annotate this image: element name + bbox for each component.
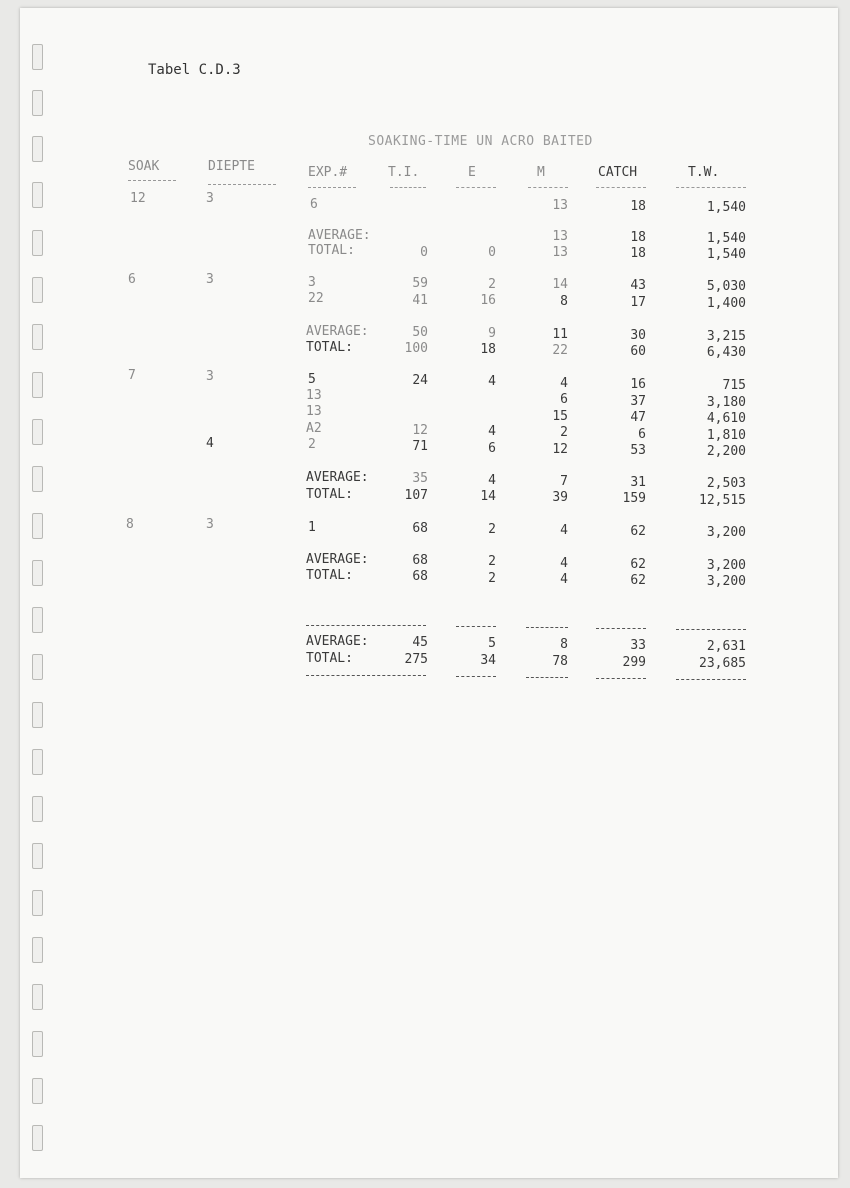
cell-ti: 41 <box>412 293 428 308</box>
cell-tw: 1,810 <box>706 428 746 443</box>
group-diepte: 4 <box>206 436 214 451</box>
cell-m: 15 <box>552 409 568 424</box>
cell-exp: 2 <box>308 437 316 452</box>
cell-tw: 6,430 <box>706 345 746 360</box>
cell-m: 2 <box>560 425 568 440</box>
header-exp: EXP.# <box>308 165 348 180</box>
cell-exp: 6 <box>310 197 318 212</box>
total-label: TOTAL: <box>306 568 353 583</box>
group-diepte: 3 <box>206 191 214 206</box>
cell-m: 14 <box>552 277 568 292</box>
cell-catch: 299 <box>622 655 646 670</box>
cell-tw: 5,030 <box>706 279 746 294</box>
separator-line <box>676 629 746 630</box>
binder-hole <box>32 136 43 162</box>
cell-m: 6 <box>560 392 568 407</box>
cell-e: 2 <box>488 571 496 586</box>
binder-hole <box>32 1078 43 1104</box>
cell-m: 78 <box>552 654 568 669</box>
cell-m: 8 <box>560 637 568 652</box>
paper-sheet <box>20 8 838 1178</box>
cell-tw: 1,540 <box>706 200 746 215</box>
cell-e: 4 <box>488 424 496 439</box>
cell-exp: 5 <box>308 372 316 387</box>
cell-tw: 3,180 <box>706 395 746 410</box>
binder-hole <box>32 937 43 963</box>
cell-catch: 18 <box>630 199 646 214</box>
header-underline <box>676 187 746 188</box>
binder-hole <box>32 230 43 256</box>
header-ti: T.I. <box>388 165 420 180</box>
cell-e: 18 <box>480 342 496 357</box>
binder-hole <box>32 984 43 1010</box>
cell-ti: 107 <box>404 488 428 503</box>
cell-ti: 59 <box>412 276 428 291</box>
total-label: TOTAL: <box>306 487 353 502</box>
cell-tw: 23,685 <box>699 656 746 671</box>
cell-tw: 1,540 <box>706 247 746 262</box>
binder-hole <box>32 182 43 208</box>
average-label: AVERAGE: <box>308 228 371 243</box>
cell-catch: 53 <box>630 443 646 458</box>
cell-m: 39 <box>552 490 568 505</box>
group-diepte: 3 <box>206 517 214 532</box>
cell-tw: 1,400 <box>706 296 746 311</box>
cell-catch: 37 <box>630 394 646 409</box>
header-underline <box>208 184 276 185</box>
cell-exp: 1 <box>308 520 316 535</box>
separator-line <box>456 676 496 677</box>
binder-hole <box>32 466 43 492</box>
binder-hole <box>32 560 43 586</box>
separator-line <box>596 678 646 679</box>
cell-tw: 2,503 <box>706 476 746 491</box>
grand-total-label: TOTAL: <box>306 651 353 666</box>
binder-hole <box>32 513 43 539</box>
header-underline <box>390 187 426 188</box>
cell-catch: 60 <box>630 344 646 359</box>
group-soak: 8 <box>126 517 134 532</box>
cell-m: 13 <box>552 245 568 260</box>
group-soak: 12 <box>130 191 146 206</box>
cell-tw: 715 <box>722 378 746 393</box>
cell-e: 5 <box>488 636 496 651</box>
cell-ti: 100 <box>404 341 428 356</box>
cell-catch: 159 <box>622 491 646 506</box>
cell-e: 6 <box>488 441 496 456</box>
cell-tw: 3,200 <box>706 574 746 589</box>
cell-tw: 3,215 <box>706 329 746 344</box>
header-diepte: DIEPTE <box>208 159 255 174</box>
cell-tw: 12,515 <box>699 493 746 508</box>
cell-m: 13 <box>552 229 568 244</box>
cell-catch: 31 <box>630 475 646 490</box>
cell-e: 2 <box>488 522 496 537</box>
cell-e: 14 <box>480 489 496 504</box>
separator-line <box>676 679 746 680</box>
cell-tw: 2,631 <box>706 639 746 654</box>
cell-exp: 13 <box>306 388 322 403</box>
separator-line <box>596 628 646 629</box>
binder-hole <box>32 277 43 303</box>
cell-ti: 24 <box>412 373 428 388</box>
separator-line <box>456 626 496 627</box>
binder-hole <box>32 324 43 350</box>
cell-catch: 43 <box>630 278 646 293</box>
cell-e: 16 <box>480 293 496 308</box>
header-e: E <box>468 165 476 180</box>
cell-ti: 0 <box>420 245 428 260</box>
grand-average-label: AVERAGE: <box>306 634 369 649</box>
cell-m: 22 <box>552 343 568 358</box>
cell-catch: 62 <box>630 524 646 539</box>
cell-catch: 47 <box>630 410 646 425</box>
separator-line <box>306 625 426 626</box>
binder-hole <box>32 1125 43 1151</box>
group-diepte: 3 <box>206 369 214 384</box>
cell-e: 34 <box>480 653 496 668</box>
header-underline <box>528 187 568 188</box>
cell-ti: 35 <box>412 471 428 486</box>
group-soak: 7 <box>128 368 136 383</box>
cell-catch: 16 <box>630 377 646 392</box>
cell-ti: 68 <box>412 553 428 568</box>
cell-ti: 275 <box>404 652 428 667</box>
separator-line <box>526 677 568 678</box>
cell-ti: 68 <box>412 569 428 584</box>
cell-catch: 30 <box>630 328 646 343</box>
total-label: TOTAL: <box>306 340 353 355</box>
total-label: TOTAL: <box>308 243 355 258</box>
header-underline <box>308 187 356 188</box>
cell-m: 4 <box>560 523 568 538</box>
cell-e: 2 <box>488 554 496 569</box>
cell-exp: 22 <box>308 291 324 306</box>
header-catch: CATCH <box>598 165 638 180</box>
binder-hole <box>32 702 43 728</box>
average-label: AVERAGE: <box>306 470 369 485</box>
binder-hole <box>32 749 43 775</box>
table-subtitle: SOAKING-TIME UN ACRO BAITED <box>368 134 593 149</box>
cell-m: 4 <box>560 376 568 391</box>
binder-hole <box>32 90 43 116</box>
cell-e: 0 <box>488 245 496 260</box>
cell-e: 4 <box>488 374 496 389</box>
binder-hole <box>32 44 43 70</box>
binder-hole <box>32 372 43 398</box>
cell-e: 4 <box>488 473 496 488</box>
cell-tw: 3,200 <box>706 558 746 573</box>
cell-catch: 18 <box>630 246 646 261</box>
binder-hole <box>32 419 43 445</box>
binder-hole <box>32 843 43 869</box>
separator-line <box>526 627 568 628</box>
header-tw: T.W. <box>688 165 720 180</box>
cell-ti: 50 <box>412 325 428 340</box>
cell-ti: 45 <box>412 635 428 650</box>
cell-e: 9 <box>488 326 496 341</box>
binder-hole <box>32 796 43 822</box>
header-soak: SOAK <box>128 159 160 174</box>
binder-hole <box>32 607 43 633</box>
cell-m: 8 <box>560 294 568 309</box>
cell-m: 13 <box>552 198 568 213</box>
cell-catch: 33 <box>630 638 646 653</box>
header-underline <box>456 187 496 188</box>
binder-hole <box>32 654 43 680</box>
cell-tw: 4,610 <box>706 411 746 426</box>
cell-catch: 62 <box>630 557 646 572</box>
cell-ti: 12 <box>412 423 428 438</box>
cell-tw: 3,200 <box>706 525 746 540</box>
header-underline <box>596 187 646 188</box>
cell-catch: 18 <box>630 230 646 245</box>
separator-line <box>306 675 426 676</box>
cell-e: 2 <box>488 277 496 292</box>
binder-hole <box>32 890 43 916</box>
average-label: AVERAGE: <box>306 324 369 339</box>
cell-exp: 3 <box>308 275 316 290</box>
cell-tw: 1,540 <box>706 231 746 246</box>
header-underline <box>128 180 176 181</box>
cell-exp: 13 <box>306 404 322 419</box>
table-title: Tabel C.D.3 <box>148 62 241 78</box>
cell-m: 7 <box>560 474 568 489</box>
cell-m: 11 <box>552 327 568 342</box>
cell-m: 4 <box>560 572 568 587</box>
binder-hole <box>32 1031 43 1057</box>
cell-catch: 6 <box>638 427 646 442</box>
header-m: M <box>537 165 545 180</box>
cell-exp: A2 <box>306 421 322 436</box>
average-label: AVERAGE: <box>306 552 369 567</box>
cell-catch: 62 <box>630 573 646 588</box>
cell-m: 12 <box>552 442 568 457</box>
cell-catch: 17 <box>630 295 646 310</box>
cell-ti: 68 <box>412 521 428 536</box>
cell-tw: 2,200 <box>706 444 746 459</box>
group-diepte: 3 <box>206 272 214 287</box>
cell-ti: 71 <box>412 439 428 454</box>
cell-m: 4 <box>560 556 568 571</box>
group-soak: 6 <box>128 272 136 287</box>
